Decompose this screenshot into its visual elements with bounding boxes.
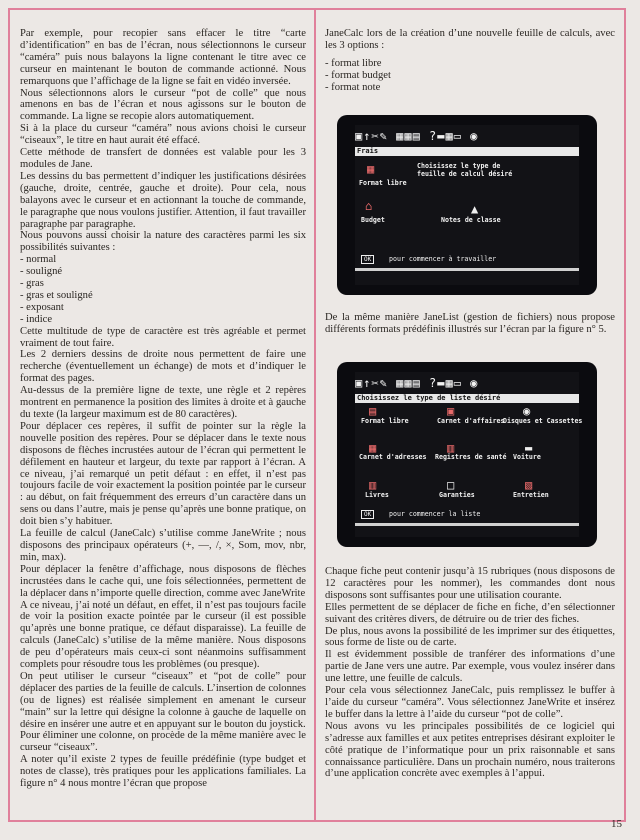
footer-text: pour commencer à travailler [389, 255, 497, 263]
option-format-libre: Format libre [359, 179, 407, 187]
ok-button: OK [361, 255, 374, 264]
list-format-option: Voiture [513, 453, 541, 461]
list-format-option: Carnet d'affaires [437, 417, 505, 425]
paragraph: Chaque fiche peut contenir jusqu’à 15 rubriques (nous disposons de 12 caractères pour les nommer), les commandes dont nous disposons sont suffisantes pour une utilisation courante. [325, 566, 615, 601]
paragraph: La feuille de calcul (JaneCalc) s’utilise comme JaneWrite ; nous disposons des principaux opérateurs (+, —, /, ×, Som, mov, nbr, min, max). [20, 528, 306, 563]
prompt-line: feuille de calcul désiré [417, 170, 513, 178]
right-column-middle [325, 312, 615, 336]
paragraph: Les dessins du bas permettent d’indiquer les justifications désirées (gauche, droite, centrée, gauche et droite). Pour cela, nous balayons avec le curseur et en actionnant la touche de commande, le paragraphe que nous voulons justifier. Attention, il faut travailler paragraphe par paragraphe. [20, 170, 306, 230]
warranty-icon: □ [447, 478, 455, 492]
footer-text: pour commencer la liste [389, 510, 481, 518]
paragraph: Cette méthode de transfert de données est valable pour les 3 modules de Jane. [20, 147, 306, 170]
paragraph: JaneCalc lors de la création d’une nouvelle feuille de calculs, avec les 3 options : [325, 28, 615, 51]
list-item: - format libre [325, 57, 382, 69]
scroll-bar [355, 523, 579, 526]
janecalc-screenshot [337, 115, 597, 295]
list-item: - format budget [325, 69, 391, 81]
right-column-top [325, 28, 615, 94]
list-item: - gras [20, 278, 44, 290]
paragraph: Les 2 derniers dessins de droite nous permettent de faire une recherche (éventuellement un échange) de mots et d’indiquer le format des pages. [20, 349, 306, 385]
column-divider [314, 8, 316, 822]
scroll-bar [355, 268, 579, 271]
list-format-option: Format libre [361, 417, 409, 425]
toolbar-icons: ▣↑✂✎ ▦▦▤ ?▬▦▭ ◉ [355, 129, 479, 143]
list-item: - exposant [20, 301, 64, 313]
left-column [20, 28, 306, 790]
paragraph: De la même manière JaneList (gestion de fichiers) nous propose différents formats prédéfinis illustrés sur l’écran par la figure n° 5. [325, 312, 615, 335]
ok-button: OK [361, 510, 374, 519]
paragraph: Par exemple, pour recopier sans effacer le titre “carte d’identification” en bas de l’écran, nous sélectionnons le curseur “caméra” puis nous balayons la ligne contenant le titre avec ce curseur en maintenant le bouton de commande actionné. Nous remarquons que l’affichage de la ligne se fait en vidéo inversée. [20, 28, 306, 87]
car-icon: ▬ [525, 441, 533, 455]
notepad-icon: ▤ [369, 404, 377, 418]
paragraph: Nous pouvons aussi choisir la nature des caractères parmi les six possibilités suivantes : [20, 230, 306, 254]
house-icon: ⌂ [365, 199, 373, 213]
paragraph: Au-dessus de la première ligne de texte, une règle et 2 repères montrent en permanence la position des limites à droite et à gauche du texte (la largeur maximum est de 80 caractères). [20, 385, 306, 420]
prompt-line: Choisissez le type de [417, 162, 501, 170]
paragraph: A ce niveau, j’ai noté un défaut, en effet, il n’est pas toujours facile de voir la position exacte pointée par le curseur (il est possible qu’après une bonne pratique, ce défaut disparaisse). La feuille de calculs (JaneCalc) s’utilise de la même manière. Nous disposons de peu d’opérateurs mais ceux-ci sont néanmoins suffisamment complets pour résoudre tous les problèmes (ou presque). [20, 599, 306, 671]
list-format-option: Registres de santé [435, 453, 507, 461]
list-item: - indice [20, 313, 53, 325]
card-icon: ▣ [447, 404, 455, 418]
paragraph: A noter qu’il existe 2 types de feuille prédéfinie (type budget et notes de classe), très pratiques pour les applications familiales. La figure n° 4 nous montre l’écran que propose [20, 754, 306, 790]
paragraph: Cette multitude de type de caractère est très agréable et permet vraiment de tout faire. [20, 325, 306, 349]
list-format-option: Carnet d'adresses [359, 453, 427, 461]
page-number: 15 [611, 818, 622, 830]
paragraph: De plus, nous avons la possibilité de les imprimer sur des étiquettes, sous forme de liste ou de carte. [325, 625, 615, 649]
paragraph: On peut utiliser le curseur “ciseaux” et “pot de colle” pour déplacer des parties de la feuille de calculs. L’insertion de colonnes (ou de lignes) est réalisée simplement en amenant le curseur “main” sur la lettre qui désigne la colonne à gauche de laquelle on désire en insérer une autre et en appuyant sur le bouton du joystick. [20, 670, 306, 730]
screen-title-bar: Frais [355, 147, 579, 156]
toolbar-icons: ▣↑✂✎ ▦▦▤ ?▬▦▭ ◉ [355, 376, 479, 390]
paragraph: Pour déplacer la fenêtre d’affichage, nous disposons de flèches incrustées dans le cache qui, une fois sélectionnées, permettent de la déplacer dans n’importe quelle direction, comme avec JaneWrite [20, 563, 306, 599]
list-format-option: Entretien [513, 491, 549, 499]
books-icon: ▥ [369, 478, 377, 492]
list-item: - format note [325, 81, 381, 93]
list-format-option: Disques et Cassettes [503, 417, 583, 425]
paragraph: Pour cela vous sélectionnez JaneCalc, puis remplissez le buffer à l’aide du curseur “caméra”. Vous sélectionnez JaneWrite et insérez le buffer dans la lettre à l’aide du curseur “pot de colle”. [325, 685, 615, 720]
right-column-bottom [325, 566, 615, 780]
paragraph: Pour éliminer une colonne, on procède de la même manière avec le curseur “ciseaux”. [20, 730, 306, 754]
paragraph: Si à la place du curseur “caméra” nous avions choisi le curseur “ciseaux”, le titre en haut aurait été effacé. [20, 123, 306, 147]
graduation-cap-icon: ▲ [471, 202, 479, 216]
paragraph: Pour déplacer ces repères, il suffit de pointer sur la règle la nouvelle position des repères. Pour se déplacer dans le texte nous disposons de flèches incrustées autour de l’écran qui permettent le défilement en hauteur et largeur, du texte par rapport à l’écran. A ce niveau, j’ai remarqué un petit défaut : en effet, il n’est pas toujours facile de voir exactement la position pointée par le curseur : au début, on fait fréquemment des erreurs d’un caractère dans un sens ou dans l’autre, mais je pense qu’après une bonne pratique, on doit bien s’y habituer. [20, 420, 306, 528]
option-budget: Budget [361, 216, 385, 224]
janelist-screenshot [337, 362, 597, 547]
maintenance-icon: ▧ [525, 478, 533, 492]
list-item: - normal [20, 254, 57, 266]
list-format-option: Livres [365, 491, 389, 499]
address-book-icon: ▦ [369, 441, 377, 455]
paragraph: Nous avons vu les principales possibilités de ce logiciel qui s’adresse aux familles et aux petites entreprises désirant exploiter le côté pratique de l’informatique pour un prix raisonnable et sans connaissance particulière. Dans un prochain numéro, nous traiterons d’une application concrète avec exemples à l’appui. [325, 720, 615, 780]
paragraph: Nous sélectionnons alors le curseur “pot de colle” que nous amenons en bas de l’écran et nous agissons sur le bouton de commande. La ligne se recopie alors automatiquement. [20, 87, 306, 123]
option-notes-de-classe: Notes de classe [441, 216, 501, 224]
spreadsheet-icon: ▦ [367, 162, 375, 176]
paragraph: Elles permettent de se déplacer de fiche en fiche, d’en sélectionner suivant des critères divers, de détruire ou de trier des fiches. [325, 601, 615, 625]
list-item: - gras et souligné [20, 289, 93, 301]
screen-title-bar: Choisissez le type de liste désiré [355, 394, 579, 403]
register-icon: ▥ [447, 441, 455, 455]
disc-icon: ◉ [523, 404, 531, 418]
list-format-option: Garanties [439, 491, 475, 499]
list-item: - souligné [20, 266, 63, 278]
paragraph: Il est évidemment possible de tranférer des informations d’une partie de Jane vers une autre. Par exemple, vous voulez insérer dans une lettre, une feuille de calculs. [325, 649, 615, 685]
